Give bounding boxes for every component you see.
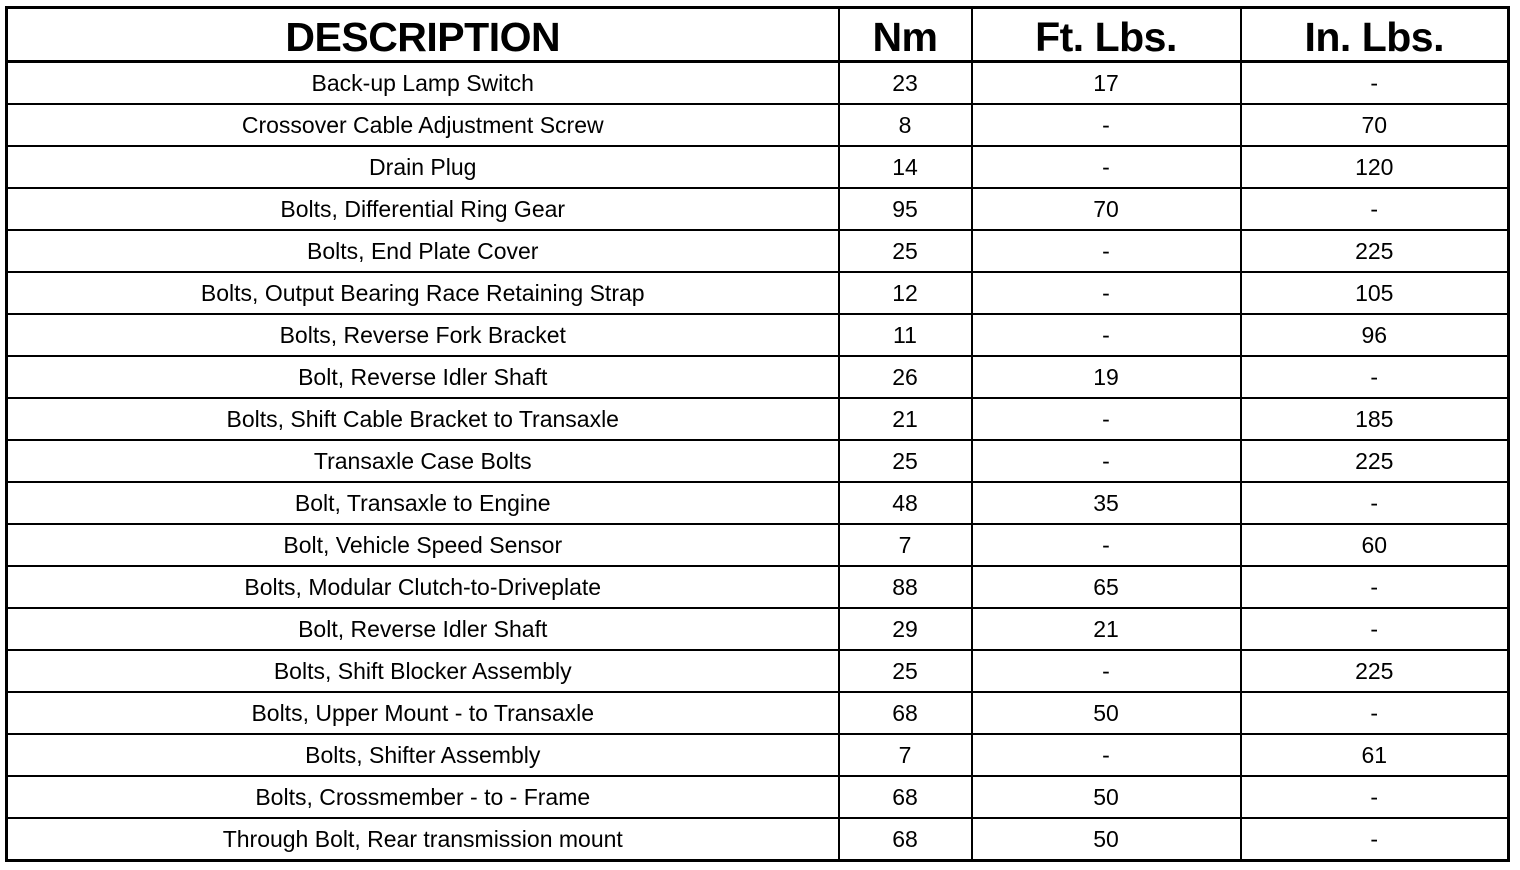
cell-ft-lbs: -	[972, 734, 1241, 776]
cell-description: Bolts, Reverse Fork Bracket	[7, 314, 839, 356]
cell-in-lbs: 105	[1241, 272, 1509, 314]
cell-nm: 25	[839, 650, 972, 692]
table-row	[7, 692, 1509, 734]
table-row	[7, 818, 1509, 861]
cell-in-lbs: -	[1241, 818, 1509, 861]
cell-description: Bolts, Shift Blocker Assembly	[7, 650, 839, 692]
torque-spec-sheet	[5, 6, 1507, 864]
cell-description: Transaxle Case Bolts	[7, 440, 839, 482]
table-row	[7, 482, 1509, 524]
cell-nm: 68	[839, 776, 972, 818]
table-row	[7, 440, 1509, 482]
cell-description: Bolt, Reverse Idler Shaft	[7, 356, 839, 398]
cell-ft-lbs: 50	[972, 776, 1241, 818]
table-row	[7, 566, 1509, 608]
cell-description: Bolts, Shift Cable Bracket to Transaxle	[7, 398, 839, 440]
table-row	[7, 524, 1509, 566]
cell-ft-lbs: 65	[972, 566, 1241, 608]
cell-description: Bolts, Modular Clutch-to-Driveplate	[7, 566, 839, 608]
table-row	[7, 188, 1509, 230]
cell-nm: 88	[839, 566, 972, 608]
cell-in-lbs: 225	[1241, 650, 1509, 692]
cell-description: Bolt, Vehicle Speed Sensor	[7, 524, 839, 566]
cell-ft-lbs: 17	[972, 62, 1241, 105]
table-row	[7, 608, 1509, 650]
cell-ft-lbs: 21	[972, 608, 1241, 650]
cell-description: Through Bolt, Rear transmission mount	[7, 818, 839, 861]
cell-nm: 14	[839, 146, 972, 188]
cell-ft-lbs: -	[972, 230, 1241, 272]
cell-in-lbs: 120	[1241, 146, 1509, 188]
cell-in-lbs: 185	[1241, 398, 1509, 440]
cell-ft-lbs: -	[972, 650, 1241, 692]
cell-description: Bolt, Transaxle to Engine	[7, 482, 839, 524]
cell-nm: 21	[839, 398, 972, 440]
cell-in-lbs: 60	[1241, 524, 1509, 566]
cell-description: Crossover Cable Adjustment Screw	[7, 104, 839, 146]
table-row	[7, 272, 1509, 314]
cell-description: Bolts, Upper Mount - to Transaxle	[7, 692, 839, 734]
cell-nm: 68	[839, 692, 972, 734]
cell-description: Bolts, Output Bearing Race Retaining Strap	[7, 272, 839, 314]
cell-nm: 68	[839, 818, 972, 861]
table-row	[7, 104, 1509, 146]
cell-nm: 8	[839, 104, 972, 146]
cell-in-lbs: 225	[1241, 230, 1509, 272]
table-row	[7, 62, 1509, 105]
cell-in-lbs: -	[1241, 356, 1509, 398]
cell-description: Bolt, Reverse Idler Shaft	[7, 608, 839, 650]
cell-nm: 25	[839, 440, 972, 482]
cell-in-lbs: 96	[1241, 314, 1509, 356]
cell-in-lbs: -	[1241, 776, 1509, 818]
cell-nm: 48	[839, 482, 972, 524]
cell-description: Drain Plug	[7, 146, 839, 188]
cell-ft-lbs: -	[972, 440, 1241, 482]
cell-description: Bolts, End Plate Cover	[7, 230, 839, 272]
cell-ft-lbs: -	[972, 272, 1241, 314]
cell-ft-lbs: -	[972, 524, 1241, 566]
cell-ft-lbs: 50	[972, 818, 1241, 861]
cell-ft-lbs: -	[972, 104, 1241, 146]
header-row	[7, 8, 1509, 62]
cell-in-lbs: 225	[1241, 440, 1509, 482]
table-row	[7, 650, 1509, 692]
cell-in-lbs: 70	[1241, 104, 1509, 146]
cell-nm: 95	[839, 188, 972, 230]
cell-in-lbs: -	[1241, 188, 1509, 230]
cell-ft-lbs: -	[972, 314, 1241, 356]
header-ft-lbs: Ft. Lbs.	[972, 8, 1241, 62]
table-row	[7, 314, 1509, 356]
table-row	[7, 230, 1509, 272]
cell-in-lbs: 61	[1241, 734, 1509, 776]
cell-ft-lbs: 50	[972, 692, 1241, 734]
cell-description: Bolts, Crossmember - to - Frame	[7, 776, 839, 818]
cell-description: Bolts, Shifter Assembly	[7, 734, 839, 776]
cell-in-lbs: -	[1241, 692, 1509, 734]
cell-nm: 11	[839, 314, 972, 356]
header-in-lbs: In. Lbs.	[1241, 8, 1509, 62]
cell-ft-lbs: 70	[972, 188, 1241, 230]
cell-ft-lbs: 35	[972, 482, 1241, 524]
table-row	[7, 398, 1509, 440]
cell-nm: 26	[839, 356, 972, 398]
cell-ft-lbs: -	[972, 398, 1241, 440]
cell-nm: 25	[839, 230, 972, 272]
cell-ft-lbs: -	[972, 146, 1241, 188]
cell-nm: 12	[839, 272, 972, 314]
cell-description: Bolts, Differential Ring Gear	[7, 188, 839, 230]
table-row	[7, 734, 1509, 776]
table-row	[7, 146, 1509, 188]
table-row	[7, 356, 1509, 398]
cell-nm: 7	[839, 734, 972, 776]
cell-description: Back-up Lamp Switch	[7, 62, 839, 105]
cell-nm: 29	[839, 608, 972, 650]
cell-in-lbs: -	[1241, 482, 1509, 524]
cell-in-lbs: -	[1241, 566, 1509, 608]
torque-spec-table	[5, 6, 1510, 862]
table-row	[7, 776, 1509, 818]
cell-nm: 23	[839, 62, 972, 105]
header-description: DESCRIPTION	[7, 8, 839, 62]
cell-ft-lbs: 19	[972, 356, 1241, 398]
cell-in-lbs: -	[1241, 62, 1509, 105]
cell-in-lbs: -	[1241, 608, 1509, 650]
cell-nm: 7	[839, 524, 972, 566]
header-nm: Nm	[839, 8, 972, 62]
